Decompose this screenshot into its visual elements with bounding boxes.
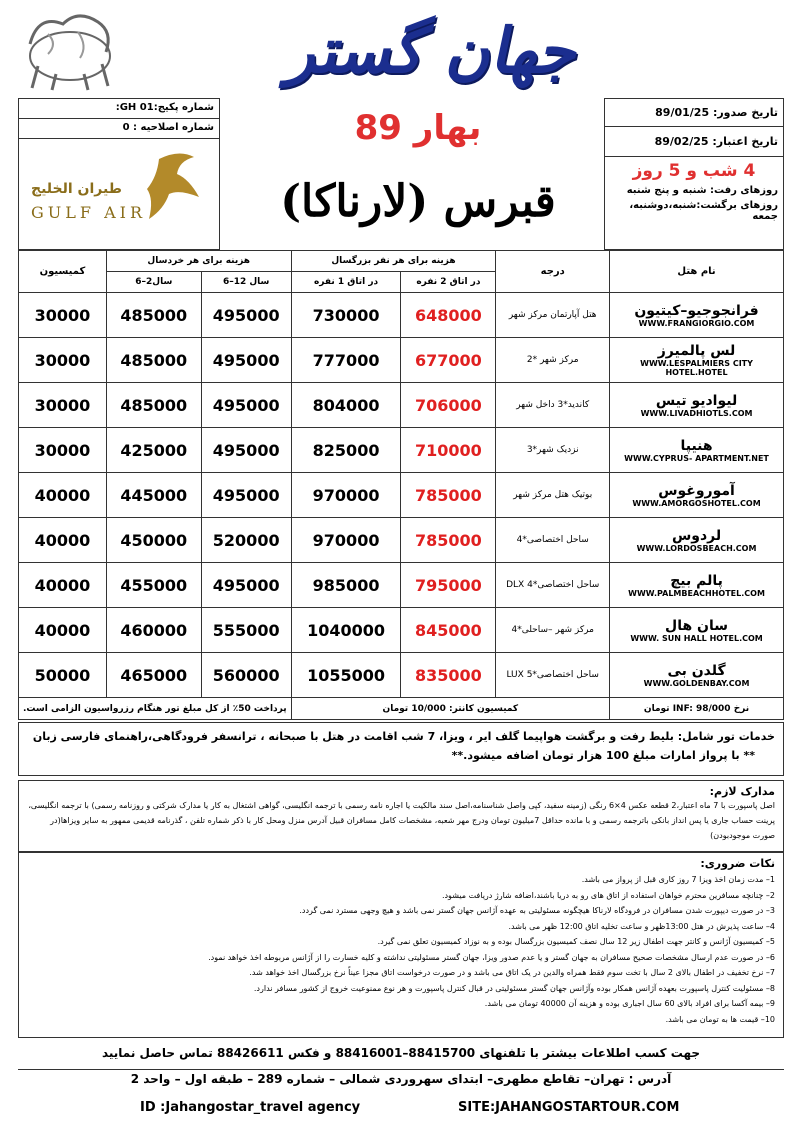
season-title: بهار 89 [354,108,482,148]
hotel-website: WWW.GOLDENBAY.COM [643,678,750,688]
child-2-6-price: 485000 [106,338,201,383]
notes-box [18,852,784,1038]
website: SITE:JAHANGOSTARTOUR.COM [458,1100,680,1115]
inf-rate: نرخ INF: 98/000 تومان [610,698,784,720]
double-price: 785000 [401,473,496,518]
hotel-cell [610,293,784,338]
header-adult: هزینه برای هر نفر بزرگسال [291,251,496,272]
child-6-12-price: 495000 [201,383,291,428]
hotel-name: لس پالمیرز [657,343,736,359]
note-item: 6– در صورت عدم ارسال مشخصات صحیح مسافران به جهان گستر و یا عدم صدور ویزا، جهان گستر مسئولیتی نداشته و کلیه خسارت را از آژانس مربوطه اخذ خواهد نمود. [208,952,775,962]
note-item: 1– مدت زمان اخذ ویزا 7 روز کاری قبل از پرواز می باشد. [581,875,775,884]
package-box [18,98,220,250]
header-child-2-6: 6–2سال [106,272,201,293]
note-item: 2– چنانچه مسافرین محترم خواهان استفاده از اتاق های رو به دریا باشند،اضافه شارژ دریافت میشود. [441,890,775,900]
hotel-website: WWW.FRANGIORGIO.COM [638,318,755,328]
emirates-note: ** با پرواز امارات مبلغ 100 هزار تومان اضافه میشود.** [451,749,755,762]
double-price: 706000 [401,383,496,428]
brand-title: جهان گستر [282,14,589,87]
hotel-cell [610,653,784,698]
hotel-website: WWW.LORDOSBEACH.COM [636,543,757,553]
single-price: 970000 [291,473,401,518]
note-item: 4– ساعت پذیرش در هتل 13:00ظهر و ساعت تخلیه اتاق 12:00 ظهر می باشد. [508,921,775,931]
hotel-name: لردوس [671,527,722,544]
hotel-website: WWW.LESPALMIERS CITY HOTEL.HOTEL [640,359,753,377]
commission-cell: 40000 [19,518,107,563]
duration: 4 شب و 5 روز [632,161,756,181]
commission-cell: 30000 [19,293,107,338]
notes-list [27,872,775,1027]
bull-logo-icon [18,4,118,92]
hotel-website: WWW.LIVADHIOTLS.COM [640,408,753,418]
double-price: 677000 [401,338,496,383]
contact-line: جهت کسب اطلاعات بیشتر با تلفنهای 88415700–88416001 و فکس 88426611 تماس حاصل نمایید [18,1040,784,1070]
table-row [19,608,784,653]
note-item: 10– قیمت ها به تومان می باشد. [665,1014,775,1024]
services-line: خدمات تور شامل: بلیط رفت و برگشت هواپیما گلف ایر ، ویزا، 7 شب اقامت در هتل با صبحانه ، ترانسفر فرودگاهی،راهنمای فارسی زبان [32,730,775,743]
grade-cell: ساحل اختصاصی*5 LUX [496,653,610,698]
double-price: 795000 [401,563,496,608]
single-price: 1055000 [291,653,401,698]
hotel-name: گلدن بی [667,662,726,679]
header-grade: درجه [496,251,610,293]
departure-days: روزهای رفت: شنبه و پنج شنبه [626,185,778,196]
grade-cell: نزدیک شهر*3 [496,428,610,473]
hotel-website: WWW.CYPRUS- APARTMENT.NET [624,453,769,463]
single-price: 804000 [291,383,401,428]
note-item: 7– نرخ تخفیف در اطفال بالای 2 سال با تخت سوم فقط همراه والدین در یک اتاق می باشد و در صورت درخواست اتاق مجزا عیناً نرخ بزرگسال اخذ خواهد شد. [249,968,775,977]
child-2-6-price: 425000 [106,428,201,473]
single-price: 970000 [291,518,401,563]
table-row [19,473,784,518]
hotel-name: پالم بیچ [670,572,723,589]
payment-note: پرداخت 50٪ از کل مبلغ تور هنگام رزرواسیون الزامی است. [19,698,292,720]
double-price: 845000 [401,608,496,653]
header-hotel: نام هتل [610,251,784,293]
hotel-cell [610,608,784,653]
commission-cell: 40000 [19,473,107,518]
note-item: 8– مسئولیت کنترل پاسپورت بعهده آژانس همکار بوده وآژانس جهان گستر مسئولیتی در قبال کنترل پاسپورت و هر نوع ممنوعیت خروج از کشور مسافر ندارد. [253,983,775,993]
counter-commission: کمیسیون کانتر: 10/000 تومان [291,698,609,720]
hotel-name: آموروغوس [658,482,735,499]
issue-date: تاریخ صدور: 89/01/25 [605,99,783,127]
grade-cell: مرکز شهر –ساحلی*4 [496,608,610,653]
double-price: 710000 [401,428,496,473]
services-box [18,722,784,776]
grade-cell: هتل آپارتمان مرکز شهر [496,293,610,338]
child-6-12-price: 495000 [201,338,291,383]
double-price: 648000 [401,293,496,338]
hotel-cell [610,383,784,428]
header-commission: کمیسیون [19,251,107,293]
grade-cell: بوتیک هتل مرکز شهر [496,473,610,518]
destination-title: قبرس (لارناکا) [280,176,556,227]
address-line: آدرس : تهران– تقاطع مطهری– ابتدای سهروردی شمالی – شماره 289 – طبقه اول – واحد 2 [130,1072,672,1086]
commission-cell: 50000 [19,653,107,698]
grade-cell: ساحل اختصاصی*4 DLX [496,563,610,608]
child-6-12-price: 495000 [201,293,291,338]
note-item: 9– بیمه آکسا برای افراد بالای 60 سال اجباری بوده و هزینه آن 40000 تومان می باشد. [484,999,775,1008]
single-price: 825000 [291,428,401,473]
dates-box [604,98,784,250]
child-6-12-price: 560000 [201,653,291,698]
documents-title: مدارک لازم: [709,785,775,798]
double-price: 835000 [401,653,496,698]
table-row [19,428,784,473]
documents-box [18,780,784,852]
child-6-12-price: 495000 [201,563,291,608]
single-price: 730000 [291,293,401,338]
child-2-6-price: 465000 [106,653,201,698]
correction-number: شماره اصلاحیه : 0 [19,119,219,139]
table-row [19,338,784,383]
table-row [19,293,784,338]
header-child-6-12: 6–12 سال [201,272,291,293]
hotel-name: هنیپا [680,437,713,454]
single-price: 777000 [291,338,401,383]
commission-cell: 30000 [19,428,107,473]
header-single: در اتاق 1 نفره [291,272,401,293]
child-2-6-price: 485000 [106,293,201,338]
grade-cell: مرکز شهر *2 [496,338,610,383]
table-row [19,518,784,563]
airline-name-ar: طيران الخليج [31,181,122,197]
grade-cell: ساحل اختصاصی*4 [496,518,610,563]
table-row [19,563,784,608]
commission-cell: 40000 [19,563,107,608]
package-code: شماره پکیج:GH 01: [19,99,219,119]
header-child: هزینه برای هر خردسال [106,251,291,272]
documents-body: اصل پاسپورت با 7 ماه اعتبار،2 قطعه عکس 4×6 رنگی (زمینه سفید، کپی واصل شناسنامه،اصل سند مالکیت یا اجاره نامه رسمی با ترجمه انگلیسی، گواهی اشتغال به کار یا مدارک شرکتی و روزنامه رسمی) با ترجمه انگلیسی، پرینت حساب جاری یا پس انداز بانکی باترجمه رسمی و با مانده حداقل 7میلیون تومان ودرج مهر شعبه، مشخصات کامل مسافران قبیل آدرس منزل ومحل کار با ذکر شماره تلفن ، گذرنامه قدیمی ممهور به سایر ویزاها(در صورت موجودبودن) [28,801,775,840]
hotel-cell [610,428,784,473]
child-2-6-price: 455000 [106,563,201,608]
hotel-name: فرانجوجیو–کیتیون [634,302,759,319]
table-row [19,653,784,698]
grade-cell: کاندید*3 داخل شهر [496,383,610,428]
commission-cell: 30000 [19,338,107,383]
single-price: 985000 [291,563,401,608]
hotel-name: لیوادیو تیس [655,392,738,409]
return-days: روزهای برگشت:شنبه،دوشنبه، جمعه [629,200,778,222]
hotel-cell [610,473,784,518]
hotel-website: WWW. SUN HALL HOTEL.COM [630,633,763,643]
note-item: 5– کمیسیون آژانس و کانتر جهت اطفال زیر 12 سال نصف کمیسیون بزرگسال بوده و به نوزاد کمیسیون تعلق نمی گیرد. [377,937,775,946]
child-2-6-price: 450000 [106,518,201,563]
child-6-12-price: 555000 [201,608,291,653]
single-price: 1040000 [291,608,401,653]
child-6-12-price: 495000 [201,473,291,518]
validity-date: تاریخ اعتبار: 89/02/25 [605,127,783,157]
hotel-cell [610,518,784,563]
hotel-cell [610,563,784,608]
table-row [19,383,784,428]
commission-cell: 40000 [19,608,107,653]
note-item: 3– در صورت دیپورت شدن مسافران در فرودگاه لارناکا هیچگونه مسئولیتی به عهده آژانس جهان گستر نمی باشد و هیچ وجهی مسترد نمی گردد. [299,906,775,915]
child-2-6-price: 460000 [106,608,201,653]
child-2-6-price: 445000 [106,473,201,518]
header [0,0,800,95]
child-6-12-price: 495000 [201,428,291,473]
commission-cell: 30000 [19,383,107,428]
price-table [18,250,784,720]
hotel-name: سان هال [665,617,729,634]
airline-name-en: GULF AIR [31,203,146,222]
schedule [605,157,783,226]
double-price: 785000 [401,518,496,563]
hotel-cell [610,338,784,383]
top-section [18,98,784,250]
header-double: در اتاق 2 نفره [401,272,496,293]
notes-title: نکات ضروری: [700,857,775,870]
child-2-6-price: 485000 [106,383,201,428]
social-id: ID :Jahangostar_travel agency [140,1100,361,1115]
hotel-website: WWW.AMORGOSHOTEL.COM [632,498,761,508]
hotel-website: WWW.PALMBEACHHOTEL.COM [628,588,765,598]
child-6-12-price: 520000 [201,518,291,563]
